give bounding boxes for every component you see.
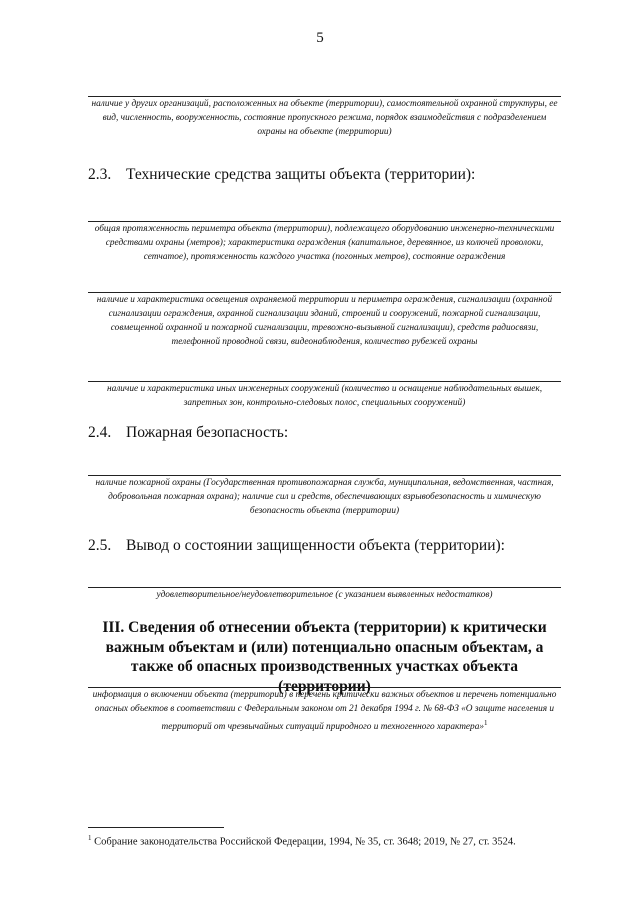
footnote-text: Собрание законодательства Российской Федерации, 1994, № 35, ст. 3648; 2019, № 27, ст. 3524. bbox=[91, 836, 516, 848]
heading-text: Пожарная безопасность: bbox=[126, 424, 289, 441]
footnote-divider bbox=[88, 827, 224, 828]
heading-text: Вывод о состоянии защищенности объекта (территории): bbox=[126, 537, 505, 554]
footnote-marker: 1 bbox=[88, 834, 92, 842]
caption-fire: наличие пожарной охраны (Государственная противопожарная служба, муниципальная, ведомственная, частная, добровольная пожарная охрана); наличие сил и средств, обеспечивающих взрывобезопасность и химическую безопасность объекта (территории) bbox=[95, 478, 554, 516]
heading-text: Технические средства защиты объекта (территории): bbox=[126, 166, 476, 183]
footnote-ref: 1 bbox=[484, 719, 488, 727]
heading-2-3 bbox=[88, 165, 561, 185]
heading-number: 2.3. bbox=[88, 166, 112, 183]
heading-number: 2.5. bbox=[88, 537, 112, 554]
heading-2-5 bbox=[88, 536, 561, 556]
page-number: 5 bbox=[316, 30, 324, 46]
caption-critical-text: информация о включении объекта (территории) в перечень критически важных объектов и перечень потенциально опасных объектов в соответствии с Федеральным законом от 21 декабря 1994 г. № 68-ФЗ «О защите населения и территорий от чрезвычайных ситуаций природного и техногенного характера» bbox=[92, 690, 557, 733]
caption-lighting: наличие и характеристика освещения охраняемой территории и периметра ограждения, сигнализации (охранной сигнализации ограждения, охранной сигнализации зданий, строений и сооружений, пожарной сигнализации, совмещенной охранной и пожарной сигнализации, тревожно-вызывной сигнализации), средств радиосвязи, телефонной проводной связи, видеонаблюдения, количество рубежей охраны bbox=[96, 295, 553, 347]
caption-engineering: наличие и характеристика иных инженерных сооружений (количество и оснащение наблюдательных вышек, запретных зон, контрольно-следовых полос, специальных сооружений) bbox=[106, 384, 543, 408]
footnote bbox=[88, 834, 568, 848]
caption-conclusion: удовлетворительное/неудовлетворительное (с указанием выявленных недостатков) bbox=[156, 590, 493, 600]
section-3-title: III. Сведения об отнесении объекта (территории) к критически важным объектам и (или) потенциально опасным объектам, а также об опасных производственных участках объекта (территории) bbox=[102, 619, 547, 695]
heading-2-4 bbox=[88, 423, 561, 443]
heading-number: 2.4. bbox=[88, 424, 112, 441]
caption-guard: наличие у других организаций, расположенных на объекте (территории), самостоятельной охранной структуры, ее вид, численность, вооруженность, состояние пропускного режима, порядок взаимодействия с подразделением охраны на объекте (территории) bbox=[91, 99, 558, 137]
caption-critical bbox=[88, 688, 561, 734]
caption-perimeter: общая протяженность периметра объекта (территории), подлежащего оборудованию инженерно-техническими средствами охраны (метров); характеристика ограждения (капитальное, деревянное, из колючей проволоки, сетчатое), протяженность каждого участка (погонных метров), состояние ограждения bbox=[94, 224, 555, 262]
